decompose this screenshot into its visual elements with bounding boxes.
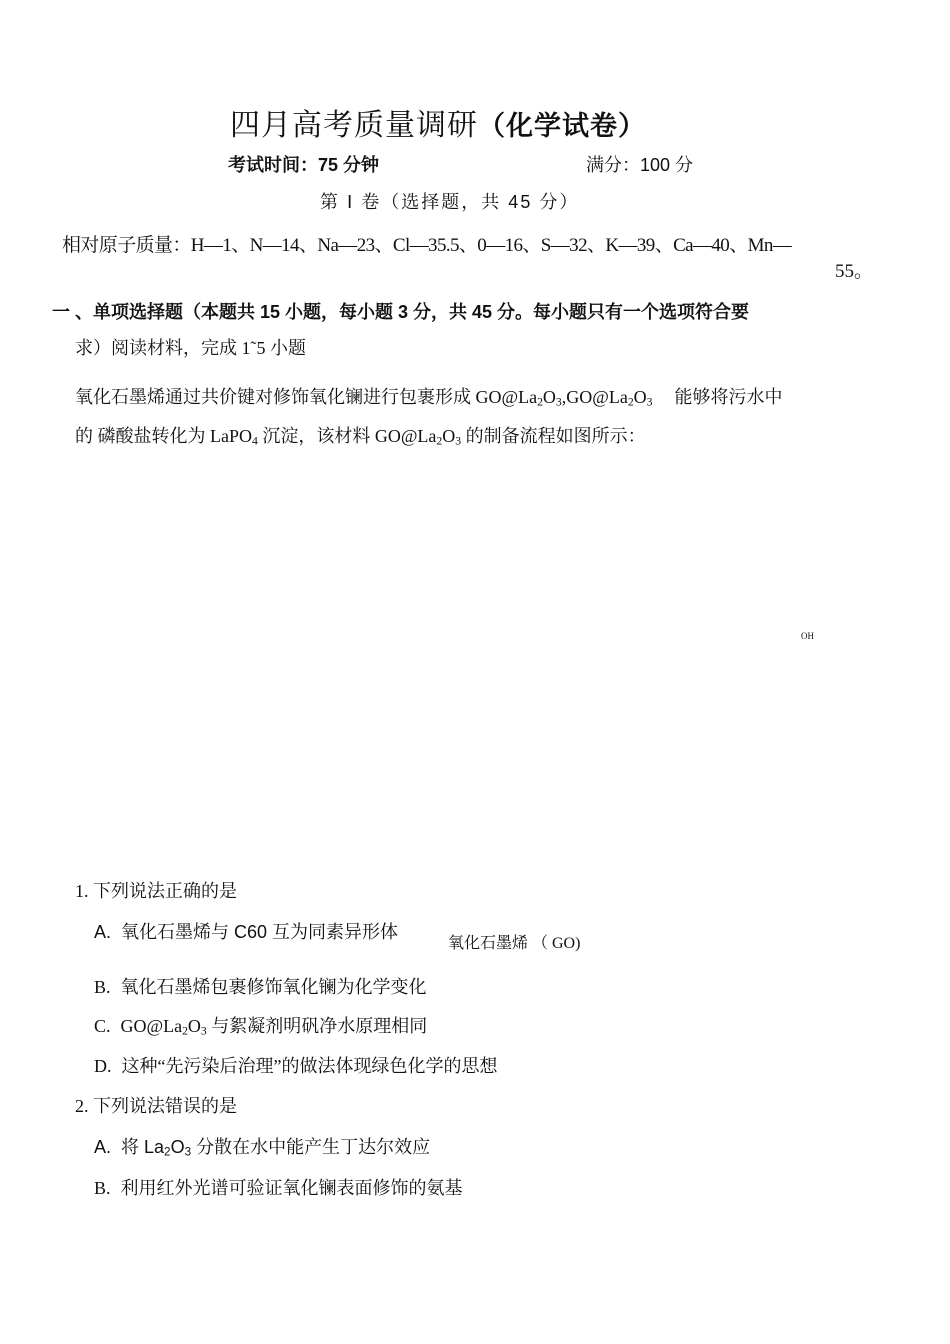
intro-line1-o: O (542, 387, 556, 407)
question-1-option-c (94, 1012, 427, 1038)
intro-line2-o: O (442, 426, 456, 446)
subscript: 3 (200, 1024, 207, 1038)
intro-line1 (75, 383, 783, 409)
question-1-option-b (94, 973, 427, 999)
atomic-masses-line1: 相对原子质量：H—1、N—14、Na—23、Cl—35.5、0—16、S—32、K—39、Ca—40、Mn— (62, 235, 792, 256)
diagram-go-label: 氧化石墨烯 （ GO) (448, 935, 581, 952)
option-formula: GO@La (120, 1016, 183, 1036)
option-formula: 将 La (121, 1137, 165, 1157)
intro-line1-o2: O (633, 387, 647, 407)
option-letter: A. (94, 1137, 112, 1157)
subscript: 2 (182, 1024, 188, 1038)
exam-time: 考试时间：75 分钟 (228, 155, 380, 175)
part-one-heading-line2 (75, 334, 306, 360)
title-subject: （化学试卷） (478, 111, 646, 142)
option-formula-o: O (187, 1016, 201, 1036)
intro-line1-go: ,GO@La (561, 387, 628, 407)
option-formula-o: O (170, 1137, 185, 1157)
question-1-stem: 1. 下列说法正确的是 (75, 881, 237, 901)
option-text: 利用红外光谱可验证氧化镧表面修饰的氨基 (120, 1178, 463, 1198)
option-letter: D. (94, 1056, 112, 1076)
subscript: 2 (164, 1145, 171, 1159)
exam-title (230, 100, 646, 144)
section-heading: 第 Ⅰ 卷（选择题，共 45 分） (320, 192, 580, 212)
intro-line1-text: 氧化石墨烯通过共价键对修饰氧化镧进行包裹形成 GO@La (75, 387, 538, 407)
intro-line2-end: 的制备流程如图所示： (461, 426, 646, 446)
intro-line1-end: 能够将污水中 (674, 387, 783, 407)
option-text: 这种“先污染后治理”的做法体现绿色化学的思想 (121, 1056, 498, 1076)
option-text: 氧化石墨烯与 C60 互为同素异形体 (121, 922, 399, 942)
option-letter: C. (94, 1016, 111, 1036)
subscript: 2 (627, 395, 634, 409)
atomic-masses-line2: 55。 (835, 261, 874, 282)
diagram-oh-label: OH (801, 631, 814, 641)
option-letter: A. (94, 922, 112, 942)
subscript: 3 (646, 395, 653, 409)
option-text: 与絮凝剂明矾净水原理相同 (206, 1016, 428, 1036)
subscript: 3 (555, 395, 562, 409)
question-1-option-d (94, 1052, 497, 1078)
question-1-option-a (94, 918, 398, 944)
question-2-option-a (94, 1133, 430, 1159)
question-2-option-b (94, 1174, 463, 1200)
title-main: 四月高考质量调研 (230, 109, 478, 142)
subscript: 4 (252, 434, 258, 448)
subscript: 2 (537, 395, 543, 409)
intro-line2 (75, 422, 646, 448)
question-2-stem: 2. 下列说法错误的是 (75, 1096, 237, 1116)
option-letter: B. (94, 1178, 111, 1198)
exam-full-score: 满分：100 分 (586, 155, 694, 175)
option-text: 分散在水中能产生丁达尔效应 (191, 1137, 431, 1157)
subscript: 3 (455, 434, 462, 448)
option-letter: B. (94, 977, 111, 997)
option-text: 氧化石墨烯包裹修饰氧化镧为化学变化 (120, 977, 427, 997)
subscript: 3 (184, 1145, 192, 1159)
subscript: 2 (436, 434, 443, 448)
part-one-heading-text: 求）阅读材料，完成 1˜5 小题 (75, 338, 306, 358)
intro-line2-text: 的 磷酸盐转化为 LaPO (75, 426, 252, 446)
intro-line2-mid: 沉淀，该材料 GO@La (257, 426, 437, 446)
part-one-heading-line1: 一 、单项选择题（本题共 15 小题，每小题 3 分，共 45 分。每小题只有一个选项符合要 (52, 302, 750, 322)
